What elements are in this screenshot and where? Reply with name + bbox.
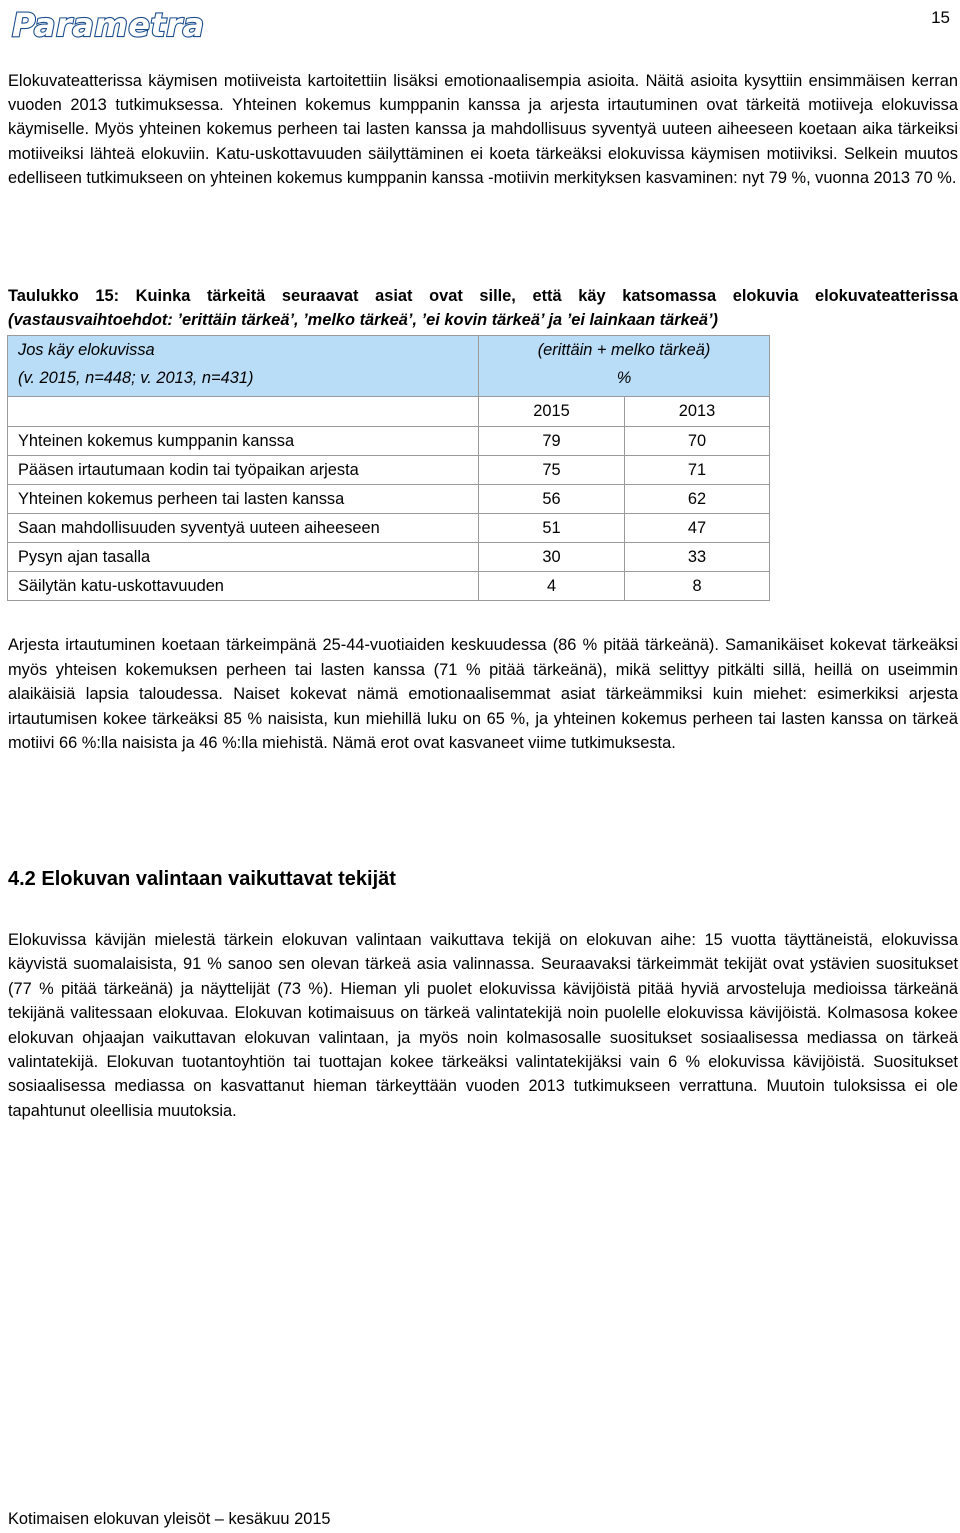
header-measure-cell <box>479 336 770 397</box>
year-2015-header: 2015 <box>479 397 625 427</box>
table-caption-options: (vastausvaihtoehdot: ’erittäin tärkeä’, ’melko tärkeä’, ’ei kovin tärkeä’ ja ’ei lainkaan tärkeä’) <box>8 311 718 330</box>
row-label: Yhteinen kokemus kumppanin kanssa <box>8 427 479 456</box>
row-label: Yhteinen kokemus perheen tai lasten kanssa <box>8 485 479 514</box>
table-caption <box>8 284 958 333</box>
table-row <box>8 514 770 543</box>
page-footer: Kotimaisen elokuvan yleisöt – kesäkuu 2015 <box>8 1510 331 1528</box>
row-value-2013: 71 <box>625 456 770 485</box>
svg-text:Parametra: Parametra <box>12 6 205 44</box>
header-respondents-line1: Jos käy elokuvissa <box>18 341 155 359</box>
row-value-2013: 47 <box>625 514 770 543</box>
parametra-logo-mark <box>10 6 205 44</box>
table-row <box>8 572 770 601</box>
row-value-2015: 30 <box>479 543 625 572</box>
row-label: Saan mahdollisuuden syventyä uuteen aiheeseen <box>8 514 479 543</box>
header-measure-line1: (erittäin + melko tärkeä) <box>537 341 711 359</box>
row-value-2013: 8 <box>625 572 770 601</box>
table-row <box>8 427 770 456</box>
section-heading: 4.2 Elokuvan valintaan vaikuttavat tekijät <box>8 868 396 890</box>
row-value-2015: 51 <box>479 514 625 543</box>
row-value-2013: 33 <box>625 543 770 572</box>
row-label: Pysyn ajan tasalla <box>8 543 479 572</box>
table-caption-main: Taulukko 15: Kuinka tärkeitä seuraavat asiat ovat sille, että käy katsomassa elokuvia elokuvateatterissa <box>8 287 958 305</box>
row-label: Säilytän katu-uskottavuuden <box>8 572 479 601</box>
year-2013-header: 2013 <box>625 397 770 427</box>
parametra-logo <box>10 6 205 44</box>
row-value-2015: 56 <box>479 485 625 514</box>
row-value-2013: 70 <box>625 427 770 456</box>
table-years-row <box>8 397 770 427</box>
analysis-paragraph: Arjesta irtautuminen koetaan tärkeimpänä 25-44-vuotiaiden keskuudessa (86 % pitää tärkeänä). Samanikäiset kokevat tärkeäksi myös yhteisen kokemuksen perheen tai lasten kanssa (71 % pitää tärkeänä), mikä selittyy pitkälti sillä, heillä on useimmin alaikäisiä lapsia taloudessa. Naiset kokevat nämä emotionaalisemmat asiat tärkeämmiksi kuin miehet: esimerkiksi arjesta irtautumisen kokee tärkeäksi 85 % naisista, kun miehillä luku on 65 %, ja yhteinen kokemus perheen tai lasten kanssa on tärkeä motiivi 66 %:lla naisista ja 46 %:lla miehistä. Nämä erot ovat kasvaneet viime tutkimuksesta. <box>8 636 958 753</box>
row-value-2015: 75 <box>479 456 625 485</box>
section-paragraph: Elokuvissa kävijän mielestä tärkein elokuvan valintaan vaikuttava tekijä on elokuvan aihe: 15 vuotta täyttäneistä, elokuvissa käyvistä suomalaisista, 91 % sanoo sen olevan tärkeä asia valinnassa. Seuraavaksi tärkeimmät tekijät ovat ystävien suositukset (77 % pitää tärkeänä) ja näyttelijät (73 %). Hieman yli puolet elokuvissa kävijöistä pitää hyviä arvosteluja medioissa tärkeänä tekijänä valitessaan elokuvaa. Elokuvan kotimaisuus on tärkeä valintatekijä noin puolelle elokuvissa kävijöistä. Kolmasosa kokee elokuvan ohjaajan vaikuttavan elokuvan valintaan, ja myös noin kolmasosalle suositukset sosiaalisessa mediassa on tärkeä valintatekijä. Elokuvan tuotantoyhtiön tai tuottajan kokee tärkeäksi valintatekijäksi vain 6 % elokuvissa kävijöistä. Suositukset sosiaalisessa mediassa on kasvattanut hieman tärkeyttään vuoden 2013 tutkimukseen verrattuna. Muutoin tuloksissa ei ole tapahtunut oleellisia muutoksia. <box>8 931 958 1120</box>
table-row <box>8 543 770 572</box>
row-value-2015: 79 <box>479 427 625 456</box>
table-row <box>8 485 770 514</box>
table-header-row <box>8 336 770 397</box>
results-table <box>7 335 770 601</box>
intro-paragraph: Elokuvateatterissa käymisen motiiveista kartoitettiin lisäksi emotionaalisempia asioita. Näitä asioita kysyttiin ensimmäisen kerran vuoden 2013 tutkimuksessa. Yhteinen kokemus kumppanin kanssa ja arjesta irtautuminen ovat tärkeitä motiiveja elokuvissa käymiselle. Myös yhteinen kokemus perheen tai lasten kanssa ja mahdollisuus syventyä uuteen aiheeseen koetaan aika tärkeiksi motiiveiksi lähteä elokuviin. Katu-uskottavuuden säilyttäminen ei koeta tärkeäksi elokuvissa käymisen motiiviksi. Selkein muutos edelliseen tutkimukseen on yhteinen kokemus kumppanin kanssa -motiivin merkityksen kasvaminen: nyt 79 %, vuonna 2013 70 %. <box>8 72 958 187</box>
row-value-2015: 4 <box>479 572 625 601</box>
row-label: Pääsen irtautumaan kodin tai työpaikan arjesta <box>8 456 479 485</box>
header-respondents-cell <box>8 336 479 397</box>
page-number: 15 <box>931 8 950 27</box>
header-measure-line2: % <box>616 369 632 387</box>
table-row <box>8 456 770 485</box>
years-empty-cell <box>8 397 479 427</box>
header-respondents-line2: (v. 2015, n=448; v. 2013, n=431) <box>18 369 254 387</box>
row-value-2013: 62 <box>625 485 770 514</box>
